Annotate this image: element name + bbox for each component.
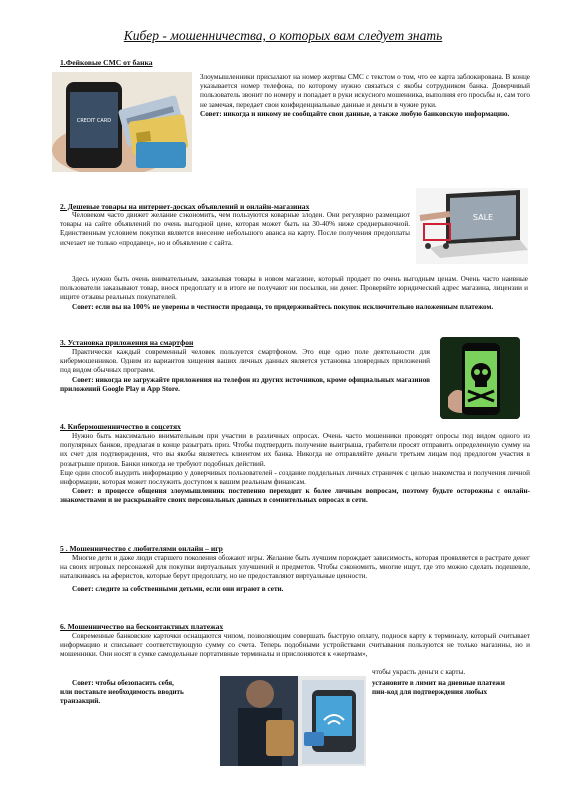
advice-right-line-1: установите в лимит на дневные платежи (372, 679, 505, 687)
section-3-heading: 3. Установка приложения на смартфон (60, 338, 194, 347)
section-4-text (60, 432, 530, 506)
contactless-illustration (220, 676, 366, 766)
advice-right-line-2: пин-код для подтверждения любых (372, 688, 488, 697)
section-1-body: Злоумышленники присылают на номер жертвы СМС с текстом о том, что ее карта заблокирована. В конце указывается номер телефона, по которому нужно связаться с якобы сотрудником банка. Доверчивый пользователь звонит по номеру и попадает в руки искусного мошенника, выполняя его просьбы и, сам того не замечая, передает свои конфиденциальные данные и деньги в чужие руки. (200, 73, 530, 109)
skull-phone-illustration (440, 337, 520, 419)
section-5-body: Многие дети и даже люди старшего поколения обожают игры. Желание быть лучшим порождает зависимость, которая проявляется в растрате денег на своих игровых персонажей для покупки виртуальных улучшений и предметов. Чтобы сэкономить, многие ищут, где это можно сделать подешевле, наталкиваясь на аферистов, которые берут предоплату, но не предоставляют виртуальные ценности. (60, 554, 530, 581)
laptop-screen-label: SALE (472, 213, 494, 222)
section-2-text-1 (60, 211, 410, 248)
section-6-advice-left (60, 679, 218, 707)
sms-phone-image (52, 72, 192, 172)
section-4-body-1: Нужно быть максимально внимательным при участии в различных опросах. Очень часто мошенники проводят опросы под видом одного из популярных банков, предлагая в конце разыграть приз. Чтобы подтвердить получение выигрыша, грабители просят отправить определенную сумму на их счет для подтверждения, что вы якобы являетесь клиентом их банка. Никогда не отправляйте деньги третьим лицам под предлогом участия в розыгрыше призов. Банки никогда не требуют подобных действий. (60, 432, 530, 468)
section-6-text (60, 632, 530, 660)
advice-left-line-2: или поставьте необходимость вводить (60, 688, 184, 697)
section-3-advice: Совет: никогда не загружайте приложения на телефон из других источников, кроме официальных магазинов приложений Google Play и App Store. (60, 375, 430, 393)
section-6-body: Современные банковские карточки оснащаются чипом, позволяющим совершать быструю оплату, поднося карту к терминалу, который считывает информацию и списывает соответствующую сумму со счета. Теперь подобными устройствами считывания пользуются не только магазины, но и мошенники. Они носят в сумке самодельные портативные терминалы и прислоняются к «жертвам», (60, 632, 530, 659)
section-4-heading: 4. Кибермошенничество в соцсетях (60, 422, 181, 431)
section-1-text (200, 73, 530, 119)
page-title: Кибер - мошенничества, о которых вам следует знать (123, 28, 443, 43)
section-6-heading: 6. Мошенничество на бесконтактных платежах (60, 622, 224, 631)
section-2-heading: 2. Дешевые товары на интернет-досках объявлений и онлайн-магазинах (60, 202, 310, 211)
phone-cards-illustration (52, 72, 192, 172)
advice-left-line-1: Совет: чтобы обезопасить себя, (72, 679, 174, 687)
section-2-body-1: Человеком часто движет желание сэкономить, чем пользуются коварные злодеи. Они регулярно размещают товары на сайте объявлений по очень выгодной цене, которая может быть на 30-40% ниже среднерыночной. Единственным условием покупки является внесение небольшого аванса на карту. После получения предоплаты исчезает не только «продавец», но и объявление с сайта. (60, 211, 410, 247)
section-4-body-2: Еще один способ выудить информацию у доверчивых пользователей - создание поддельных личных страничек с целью знакомства и получения личной информации, которая может послужить доступом к вашим реальным финансам. (60, 468, 530, 487)
section-2-advice: Совет: если вы на 100% не уверены в честности продавца, то придерживайтесь покупок исключительно наложенным платежом. (72, 302, 494, 311)
section-4-advice: Совет: в процессе общения злоумышленник постепенно переходит к более личным вопросам, поэтому будьте осторожны с онлайн-знакомствами и не раскрывайте своих персональных данных в сомнительных опросах в сети. (60, 487, 530, 505)
section-6-advice-right (372, 679, 532, 697)
section-2-text-2 (60, 275, 528, 312)
shopping-laptop-image (416, 188, 528, 264)
section-3-body: Практически каждый современный человек пользуется смартфоном. Это еще одно поле деятельности для кибермошенников. Одним из вариантов хищения ваших личных данных является установка зловредных приложений под видом обычных программ. (60, 348, 430, 375)
advice-left-line-3: транзакций. (60, 697, 101, 706)
section-6-text-right: чтобы украсть деньги с карты. (372, 668, 466, 676)
section-5-text (60, 554, 530, 594)
laptop-cart-illustration (416, 188, 528, 264)
smartphone-skull-image (440, 337, 520, 419)
section-1-advice: Совет: никогда и никому не сообщайте свои данные, а также любую банковскую информацию. (200, 109, 510, 118)
section-5-heading: 5 . Мошенничество с любителями онлайн – игр (60, 544, 223, 553)
section-2-body-2: Здесь нужно быть очень внимательным, заказывая товары в новом магазине, который продает по очень выгодным ценам. Очень часто наивные пользователи заказывают товар, внося предоплату и в итоге не получают ни посылки, ни денег. Проверяйте юридический адрес магазина, лицензии и ищите отзывы реальных покупателей. (60, 275, 528, 302)
section-5-advice: Совет: следите за собственными детьми, если они играют в сети. (72, 584, 284, 593)
section-1-heading: 1.Фейковые СМС от банка (60, 58, 153, 67)
phone-screen-label: CREDIT CARD (76, 118, 112, 124)
contactless-payment-image (220, 676, 366, 766)
section-3-text (60, 348, 430, 394)
